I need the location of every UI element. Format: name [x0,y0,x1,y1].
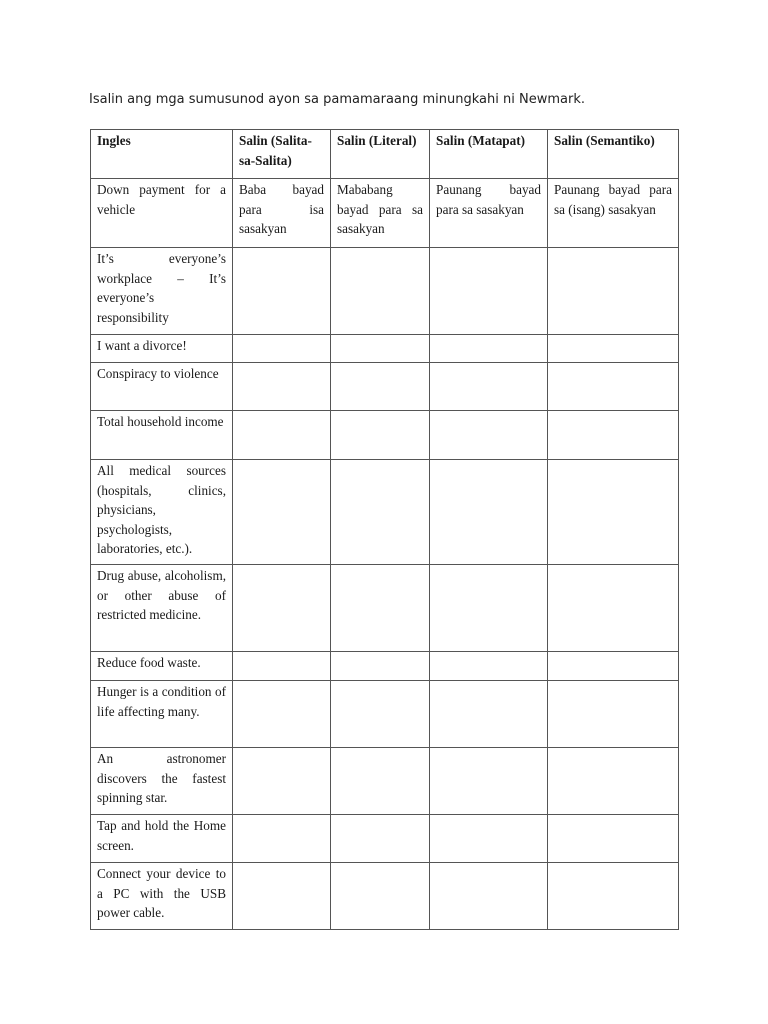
literal-cell [331,363,430,411]
salita-sa-salita-cell [233,335,331,363]
salita-sa-salita-cell [233,815,331,863]
salita-sa-salita-cell [233,565,331,652]
matapat-cell: Paunang bayad para sa sasakyan [430,179,548,248]
table-row [91,681,679,748]
header-salita-sa-salita: Salin (Salita-sa-Salita) [233,130,331,179]
salita-sa-salita-cell [233,863,331,930]
english-cell: All medical sources (hospitals, clinics, physicians, psychologists, laboratories, etc.). [91,460,233,565]
english-cell: Tap and hold the Home screen. [91,815,233,863]
literal-cell [331,248,430,335]
english-cell: Hunger is a condition of life affecting many. [91,681,233,748]
literal-cell [331,863,430,930]
matapat-cell [430,460,548,565]
english-cell: Total household income [91,411,233,460]
salita-sa-salita-cell [233,248,331,335]
salita-sa-salita-cell [233,460,331,565]
table-row [91,411,679,460]
semantiko-cell [548,863,679,930]
table-row [91,565,679,652]
semantiko-cell [548,748,679,815]
literal-cell [331,652,430,681]
literal-cell [331,411,430,460]
literal-cell [331,681,430,748]
semantiko-cell [548,652,679,681]
salita-sa-salita-cell [233,681,331,748]
english-cell: Reduce food waste. [91,652,233,681]
table-row [91,652,679,681]
matapat-cell [430,248,548,335]
matapat-cell [430,565,548,652]
instruction-text: Isalin ang mga sumusunod ayon sa pamamaraang minungkahi ni Newmark. [89,92,585,107]
header-literal: Salin (Literal) [331,130,430,179]
english-cell: It’s everyone’s workplace – It’s everyone’s responsibility [91,248,233,335]
literal-cell [331,565,430,652]
matapat-cell [430,363,548,411]
table-row [91,335,679,363]
salita-sa-salita-cell [233,411,331,460]
semantiko-cell [548,815,679,863]
semantiko-cell [548,411,679,460]
literal-cell [331,815,430,863]
english-cell: Conspiracy to violence [91,363,233,411]
literal-cell [331,460,430,565]
english-cell: Connect your device to a PC with the USB power cable. [91,863,233,930]
header-row [91,130,679,179]
semantiko-cell [548,565,679,652]
matapat-cell [430,335,548,363]
salita-sa-salita-cell [233,652,331,681]
table-row [91,248,679,335]
matapat-cell [430,748,548,815]
english-cell: Down payment for a vehicle [91,179,233,248]
matapat-cell [430,681,548,748]
table-body [91,179,679,930]
semantiko-cell [548,248,679,335]
literal-cell [331,335,430,363]
english-cell: An astronomer discovers the fastest spinning star. [91,748,233,815]
english-cell: I want a divorce! [91,335,233,363]
matapat-cell [430,652,548,681]
table-row [91,460,679,565]
semantiko-cell [548,335,679,363]
salita-sa-salita-cell [233,748,331,815]
literal-cell [331,748,430,815]
table-row [91,363,679,411]
translation-table [90,129,679,930]
semantiko-cell [548,460,679,565]
literal-cell: Mababang bayad para sa sasakyan [331,179,430,248]
salita-sa-salita-cell: Baba bayad para isa sasakyan [233,179,331,248]
table-row [91,179,679,248]
header-semantiko: Salin (Semantiko) [548,130,679,179]
matapat-cell [430,815,548,863]
table-row [91,863,679,930]
table-row [91,815,679,863]
matapat-cell [430,411,548,460]
header-ingles: Ingles [91,130,233,179]
matapat-cell [430,863,548,930]
semantiko-cell [548,681,679,748]
semantiko-cell [548,363,679,411]
english-cell: Drug abuse, alcoholism, or other abuse of restricted medicine. [91,565,233,652]
semantiko-cell: Paunang bayad para sa (isang) sasakyan [548,179,679,248]
table-row [91,748,679,815]
header-matapat: Salin (Matapat) [430,130,548,179]
salita-sa-salita-cell [233,363,331,411]
